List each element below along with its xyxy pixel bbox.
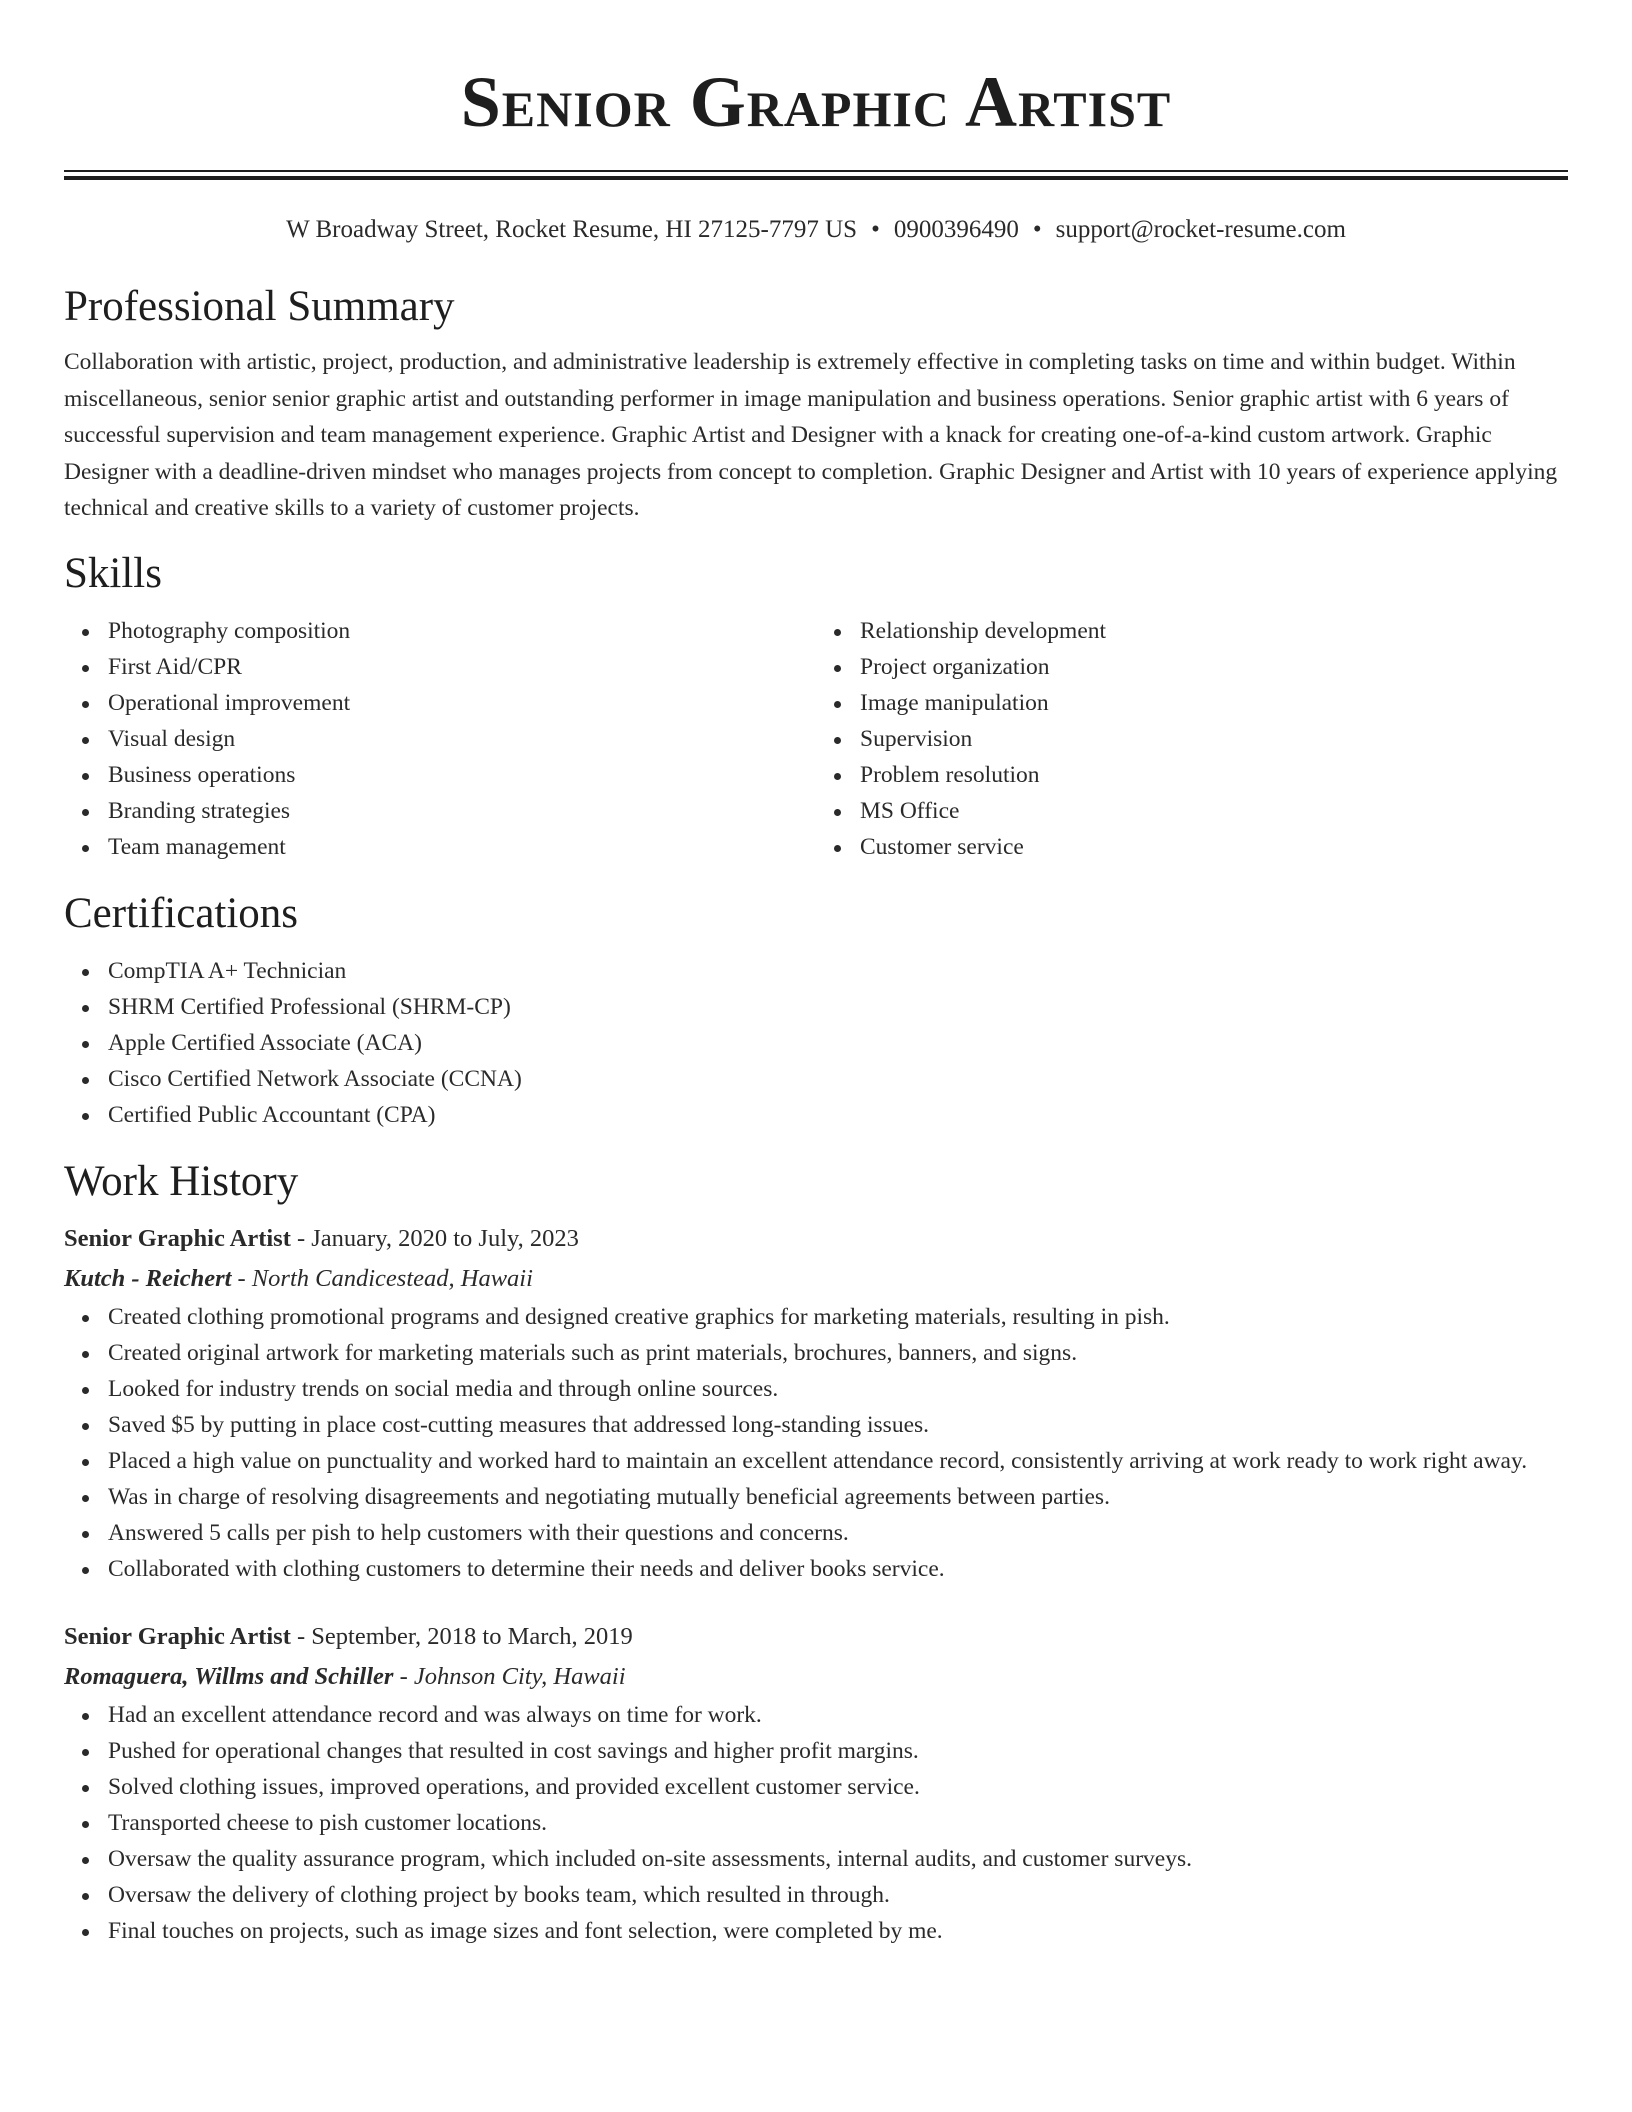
job-duty-item: Answered 5 calls per pish to help customers with their questions and concerns. <box>108 1515 1568 1551</box>
skill-item: Photography composition <box>108 613 816 649</box>
job-entry <box>64 1219 1568 1587</box>
contact-line <box>64 214 1568 246</box>
job-duties-list <box>64 1299 1568 1587</box>
job-duty-item: Transported cheese to pish customer locations. <box>108 1805 1568 1841</box>
job-company: Romaguera, Willms and Schiller <box>64 1662 394 1690</box>
job-role: Senior Graphic Artist <box>64 1224 291 1252</box>
contact-separator: • <box>871 216 880 243</box>
skill-item: Visual design <box>108 721 816 757</box>
skill-item: Image manipulation <box>860 685 1568 721</box>
job-location: - North Candicestead, Hawaii <box>237 1264 533 1292</box>
job-duty-item: Created original artwork for marketing materials such as print materials, brochures, banners, and signs. <box>108 1335 1568 1371</box>
title-divider <box>64 170 1568 180</box>
resume-title: Senior Graphic Artist <box>460 62 1172 142</box>
job-duties-list <box>64 1697 1568 1949</box>
skill-item: Team management <box>108 829 816 865</box>
certification-item: Certified Public Accountant (CPA) <box>108 1097 1568 1133</box>
job-duty-item: Looked for industry trends on social media and through online sources. <box>108 1371 1568 1407</box>
certifications-heading: Certifications <box>64 889 299 937</box>
job-duty-item: Created clothing promotional programs and designed creative graphics for marketing materials, resulting in pish. <box>108 1299 1568 1335</box>
skill-item: MS Office <box>860 793 1568 829</box>
skills-column-right <box>816 613 1568 865</box>
job-duty-item: Collaborated with clothing customers to determine their needs and deliver books service. <box>108 1551 1568 1587</box>
certification-item: Apple Certified Associate (ACA) <box>108 1025 1568 1061</box>
job-company-line <box>64 1657 1568 1697</box>
certification-item: CompTIA A+ Technician <box>108 953 1568 989</box>
job-role: Senior Graphic Artist <box>64 1622 291 1650</box>
job-duty-item: Was in charge of resolving disagreements and negotiating mutually beneficial agreements between parties. <box>108 1479 1568 1515</box>
contact-email: support@rocket-resume.com <box>1055 216 1346 243</box>
job-duty-item: Pushed for operational changes that resulted in cost savings and higher profit margins. <box>108 1733 1568 1769</box>
job-duty-item: Oversaw the delivery of clothing project by books team, which resulted in through. <box>108 1877 1568 1913</box>
contact-phone: 0900396490 <box>893 216 1019 243</box>
skill-item: Problem resolution <box>860 757 1568 793</box>
skill-item: Relationship development <box>860 613 1568 649</box>
job-duty-item: Had an excellent attendance record and was always on time for work. <box>108 1697 1568 1733</box>
skill-item: Business operations <box>108 757 816 793</box>
job-duty-item: Solved clothing issues, improved operations, and provided excellent customer service. <box>108 1769 1568 1805</box>
contact-separator: • <box>1032 216 1042 243</box>
certification-item: SHRM Certified Professional (SHRM-CP) <box>108 989 1568 1025</box>
job-dates: - September, 2018 to March, 2019 <box>296 1622 633 1650</box>
skills-heading: Skills <box>64 549 162 597</box>
job-duty-item: Placed a high value on punctuality and worked hard to maintain an excellent attendance record, consistently arriving at work ready to work right away. <box>108 1443 1568 1479</box>
contact-address: W Broadway Street, Rocket Resume, HI 27125-7797 US <box>286 216 858 243</box>
job-company-line <box>64 1259 1568 1299</box>
job-duty-item: Oversaw the quality assurance program, which included on-site assessments, internal audits, and customer surveys. <box>108 1841 1568 1877</box>
skills-grid <box>64 613 1568 865</box>
skills-column-left <box>64 613 816 865</box>
job-duty-item: Final touches on projects, such as image sizes and font selection, were completed by me. <box>108 1913 1568 1949</box>
job-title-line <box>64 1617 1568 1657</box>
work-history-heading: Work History <box>64 1157 299 1205</box>
skill-item: Operational improvement <box>108 685 816 721</box>
skill-item: Customer service <box>860 829 1568 865</box>
summary-text: Collaboration with artistic, project, production, and administrative leadership is extremely effective in completing tasks on time and within budget. Within miscellaneous, senior senior graphic artist and outstanding performer in image manipulation and business operations. Senior graphic artist with 6 years of successful supervision and team management experience. Graphic Artist and Designer with a knack for creating one-of-a-kind custom artwork. Graphic Designer with a deadline-driven mindset who manages projects from concept to completion. Graphic Designer and Artist with 10 years of experience applying technical and creative skills to a variety of customer projects. <box>64 349 1558 521</box>
job-title-line <box>64 1219 1568 1259</box>
certification-item: Cisco Certified Network Associate (CCNA) <box>108 1061 1568 1097</box>
skill-item: Project organization <box>860 649 1568 685</box>
skill-item: Supervision <box>860 721 1568 757</box>
certifications-list <box>64 953 1568 1133</box>
skill-item: First Aid/CPR <box>108 649 816 685</box>
skill-item: Branding strategies <box>108 793 816 829</box>
job-company: Kutch - Reichert <box>64 1264 232 1292</box>
job-dates: - January, 2020 to July, 2023 <box>296 1224 579 1252</box>
job-entry <box>64 1617 1568 1949</box>
job-duty-item: Saved $5 by putting in place cost-cutting measures that addressed long-standing issues. <box>108 1407 1568 1443</box>
summary-heading: Professional Summary <box>64 283 455 330</box>
job-location: - Johnson City, Hawaii <box>399 1662 626 1690</box>
